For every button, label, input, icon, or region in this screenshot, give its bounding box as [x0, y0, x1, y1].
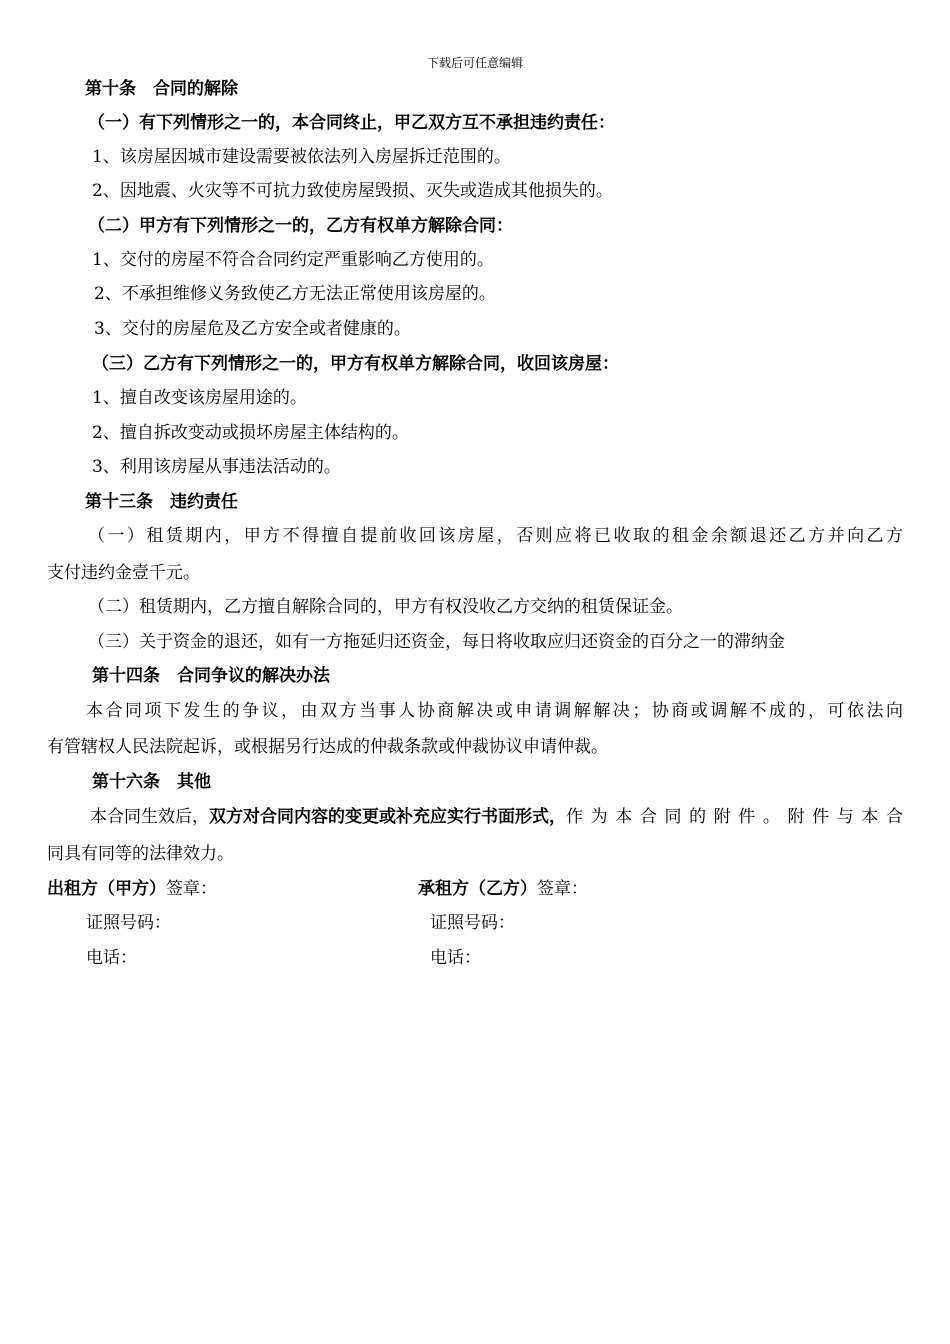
article-10-sec1-item2: 2、因地震、火灾等不可抗力致使房屋毁损、灭失或造成其他损失的。 — [92, 181, 613, 201]
article-10-sec3-heading: （三）乙方有下列情形之一的，甲方有权单方解除合同，收回该房屋： — [92, 354, 619, 374]
lessee-label: 承租方（乙方） — [418, 879, 537, 899]
article-16-line1-part3: 作为本合同的附件。附件与本合 — [566, 807, 903, 827]
article-10-sec1-heading: （一）有下列情形之一的，本合同终止，甲乙双方互不承担违约责任： — [88, 113, 615, 133]
lessee-sign-label: 签章： — [537, 879, 588, 899]
article-14-line2: 有管辖权人民法院起诉，或根据另行达成的仲裁条款或仲裁协议申请仲裁。 — [47, 737, 608, 757]
lessor-id-label: 证照号码： — [86, 913, 171, 933]
article-13-title: 第十三条 违约责任 — [85, 492, 238, 512]
article-10-sec3-item1: 1、擅自改变该房屋用途的。 — [92, 388, 307, 408]
lessee-id-label: 证照号码： — [430, 913, 515, 933]
article-10-sec3-item2: 2、擅自拆改变动或损坏房屋主体结构的。 — [92, 423, 409, 443]
article-10-title: 第十条 合同的解除 — [85, 79, 238, 99]
article-14-title: 第十四条 合同争议的解决办法 — [92, 666, 330, 686]
lessor-sign-row — [47, 878, 217, 900]
lessor-phone-label: 电话： — [86, 948, 137, 968]
lessor-sign-label: 签章： — [166, 879, 217, 899]
article-16-line2: 同具有同等的法律效力。 — [47, 844, 234, 864]
lessee-phone-label: 电话： — [430, 948, 481, 968]
article-13-para1-line1: （一）租赁期内，甲方不得擅自提前收回该房屋，否则应将已收取的租金余额退还乙方并向乙方 — [88, 526, 903, 546]
article-10-sec2-item3: 3、交付的房屋危及乙方安全或者健康的。 — [94, 319, 411, 339]
article-10-sec1-item1: 1、该房屋因城市建设需要被依法列入房屋拆迁范围的。 — [92, 147, 511, 167]
article-10-sec2-item1: 1、交付的房屋不符合合同约定严重影响乙方使用的。 — [92, 250, 494, 270]
article-16-title: 第十六条 其他 — [92, 772, 211, 792]
article-10-sec2-item2: 2、不承担维修义务致使乙方无法正常使用该房屋的。 — [94, 284, 496, 304]
article-16-line1-bold: 双方对合同内容的变更或补充应实行书面形式， — [209, 807, 566, 827]
article-16-line1 — [90, 806, 903, 828]
article-13-para1-line2: 支付违约金壹千元。 — [47, 563, 200, 583]
article-13-para2: （二）租赁期内，乙方擅自解除合同的，甲方有权没收乙方交纳的租赁保证金。 — [88, 597, 683, 617]
article-10-sec2-heading: （二）甲方有下列情形之一的，乙方有权单方解除合同： — [88, 216, 513, 236]
article-10-sec3-item3: 3、利用该房屋从事违法活动的。 — [92, 457, 341, 477]
lessee-sign-row — [418, 878, 588, 900]
page-header: 下载后可任意编辑 — [426, 56, 523, 70]
lessor-label: 出租方（甲方） — [47, 879, 166, 899]
article-13-para3: （三）关于资金的退还，如有一方拖延归还资金，每日将收取应归还资金的百分之一的滞纳金 — [88, 632, 785, 652]
article-16-line1-part1: 本合同生效后， — [90, 807, 209, 827]
article-14-line1: 本合同项下发生的争议，由双方当事人协商解决或申请调解解决；协商或调解不成的，可依法向 — [86, 701, 903, 721]
